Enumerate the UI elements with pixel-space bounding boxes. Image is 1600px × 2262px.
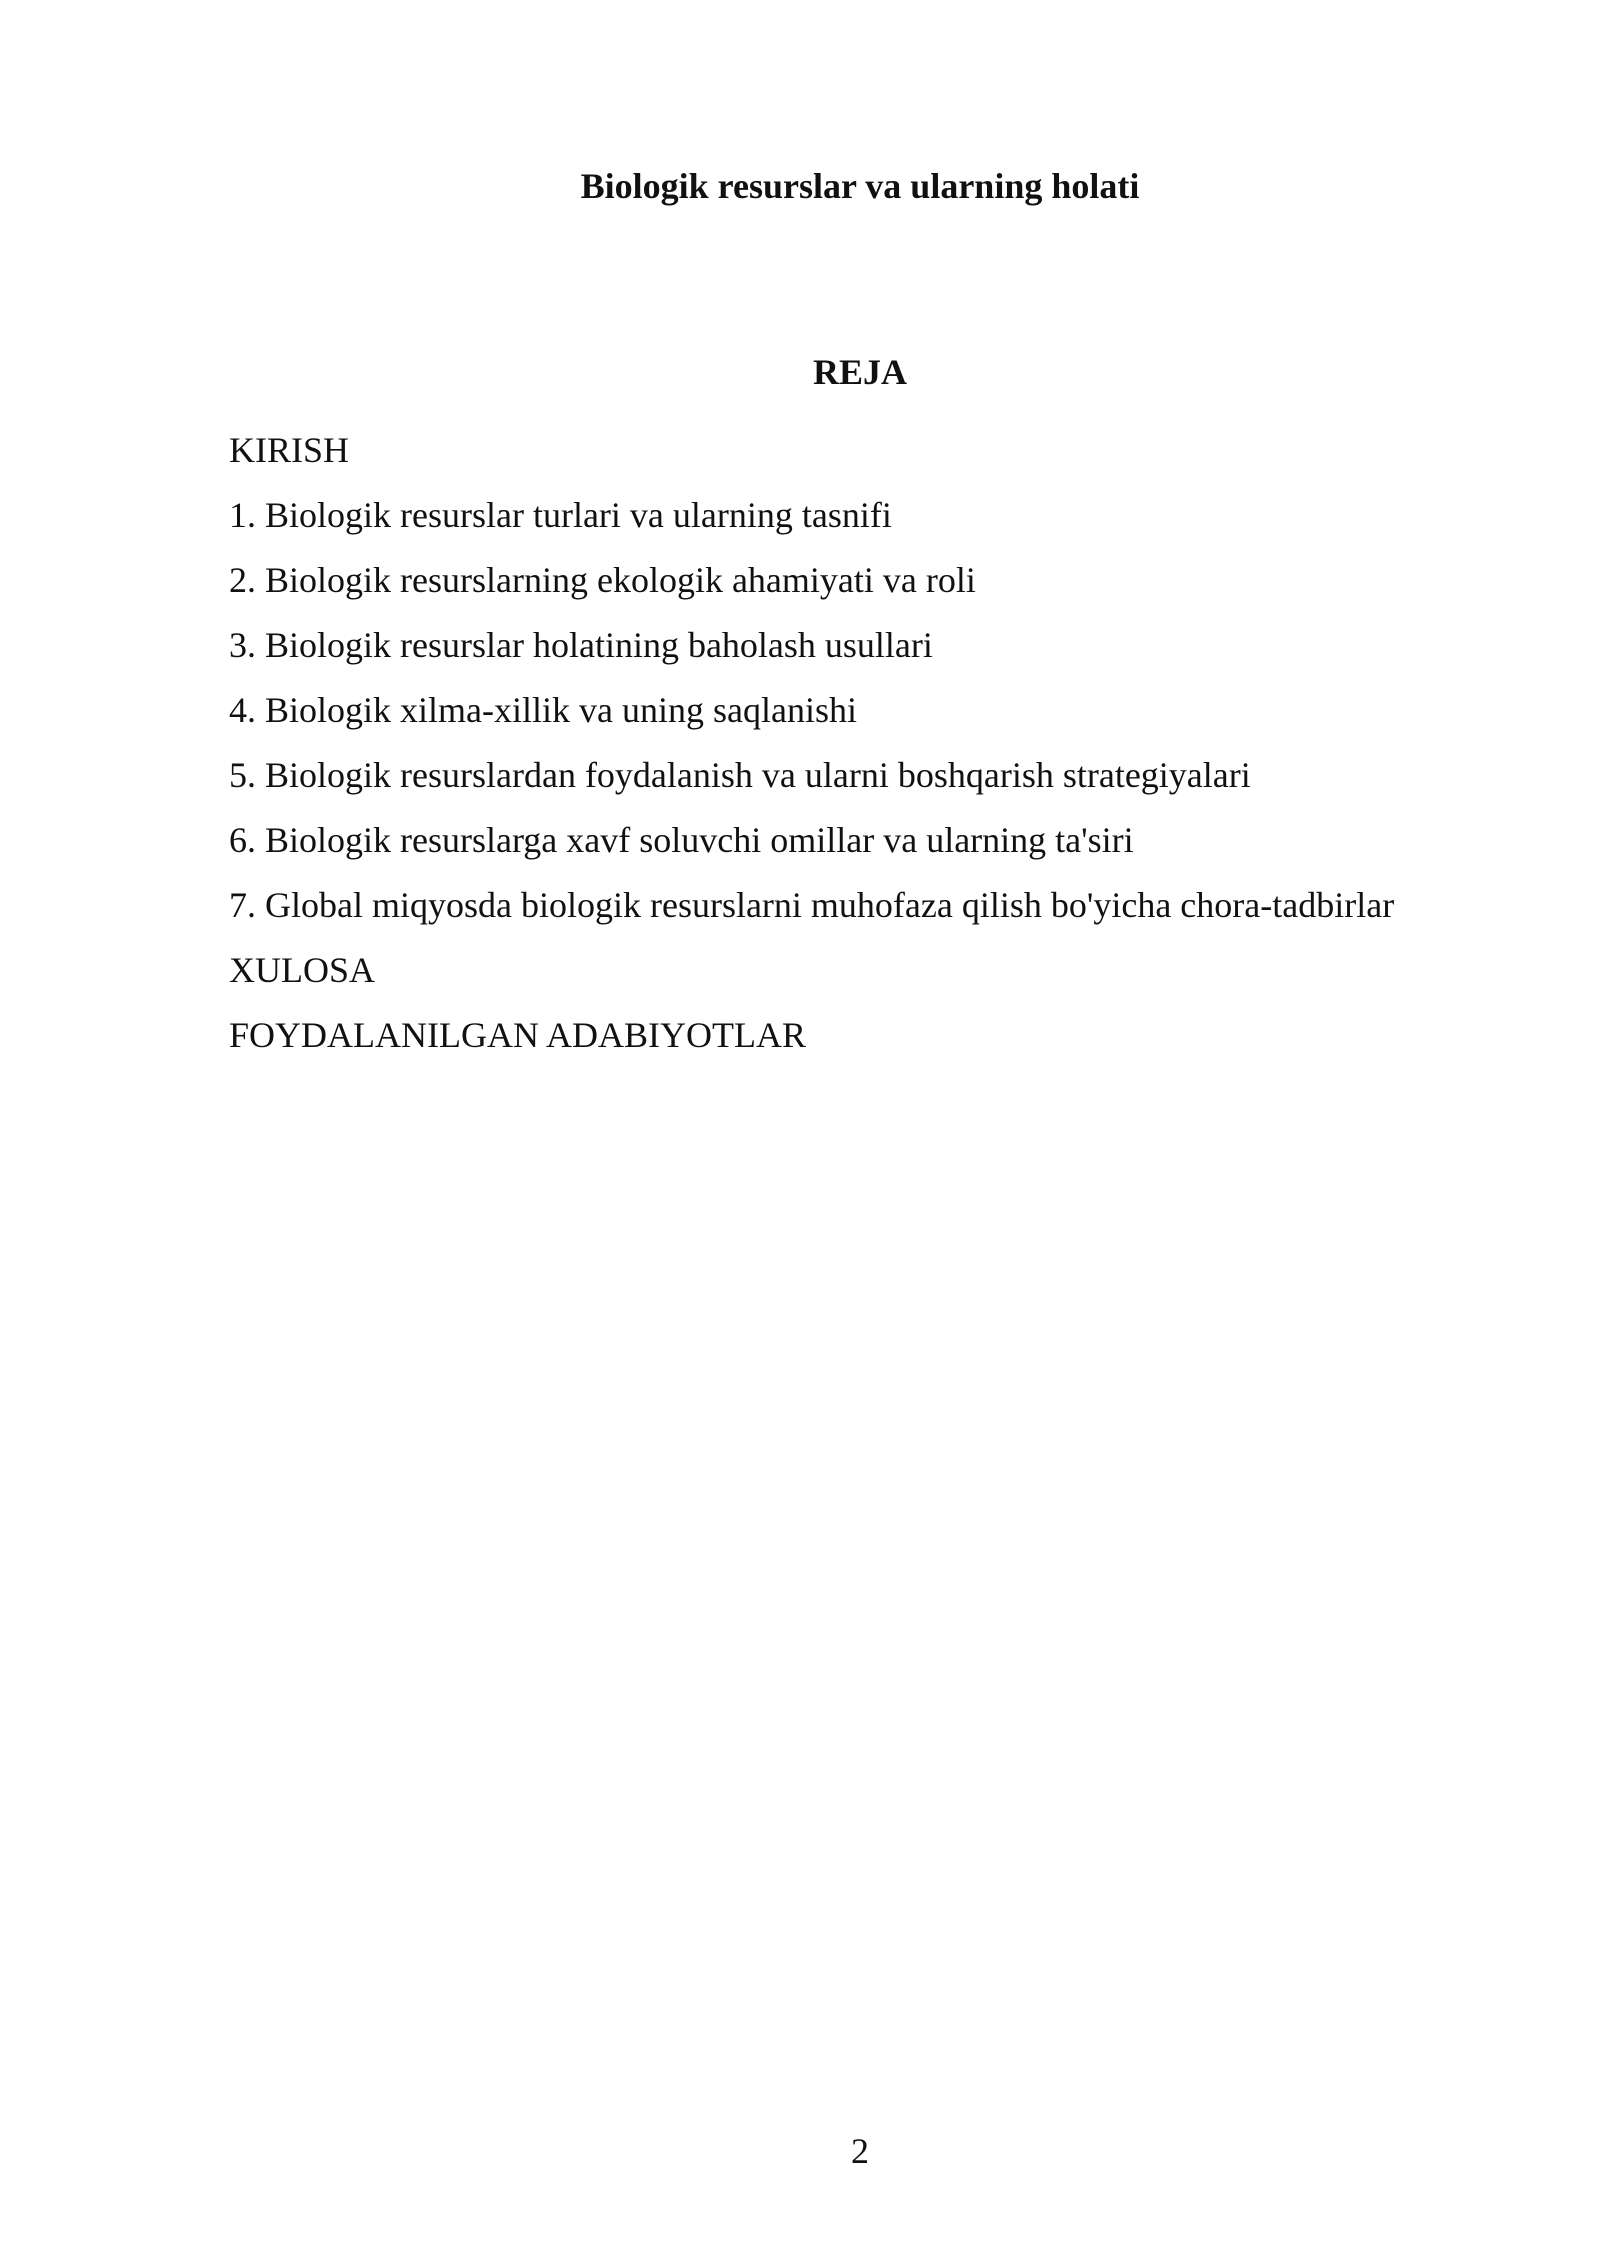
toc-item-5: 5. Biologik resurslardan foydalanish va ularni boshqarish strategiyalari: [229, 755, 1251, 795]
toc-item-2: 2. Biologik resurslarning ekologik ahamiyati va roli: [229, 560, 976, 600]
toc-item-6: 6. Biologik resurslarga xavf soluvchi omillar va ularning ta'siri: [229, 820, 1134, 860]
table-of-contents: [229, 418, 1529, 1068]
toc-item-introduction: KIRISH: [229, 430, 350, 470]
toc-item-conclusion: XULOSA: [229, 950, 376, 990]
plan-heading: REJA: [812, 352, 907, 392]
toc-item-references: FOYDALANILGAN ADABIYOTLAR: [229, 1015, 806, 1055]
toc-item-4: 4. Biologik xilma-xillik va uning saqlanishi: [229, 690, 857, 730]
page-number: 2: [851, 2131, 869, 2171]
document-title: Biologik resurslar va ularning holati: [580, 166, 1140, 206]
toc-item-7: 7. Global miqyosda biologik resurslarni muhofaza qilish bo'yicha chora-tadbirlar: [229, 885, 1395, 925]
toc-item-1: 1. Biologik resurslar turlari va ularning tasnifi: [229, 495, 892, 535]
toc-item-3: 3. Biologik resurslar holatining baholash usullari: [229, 625, 933, 665]
